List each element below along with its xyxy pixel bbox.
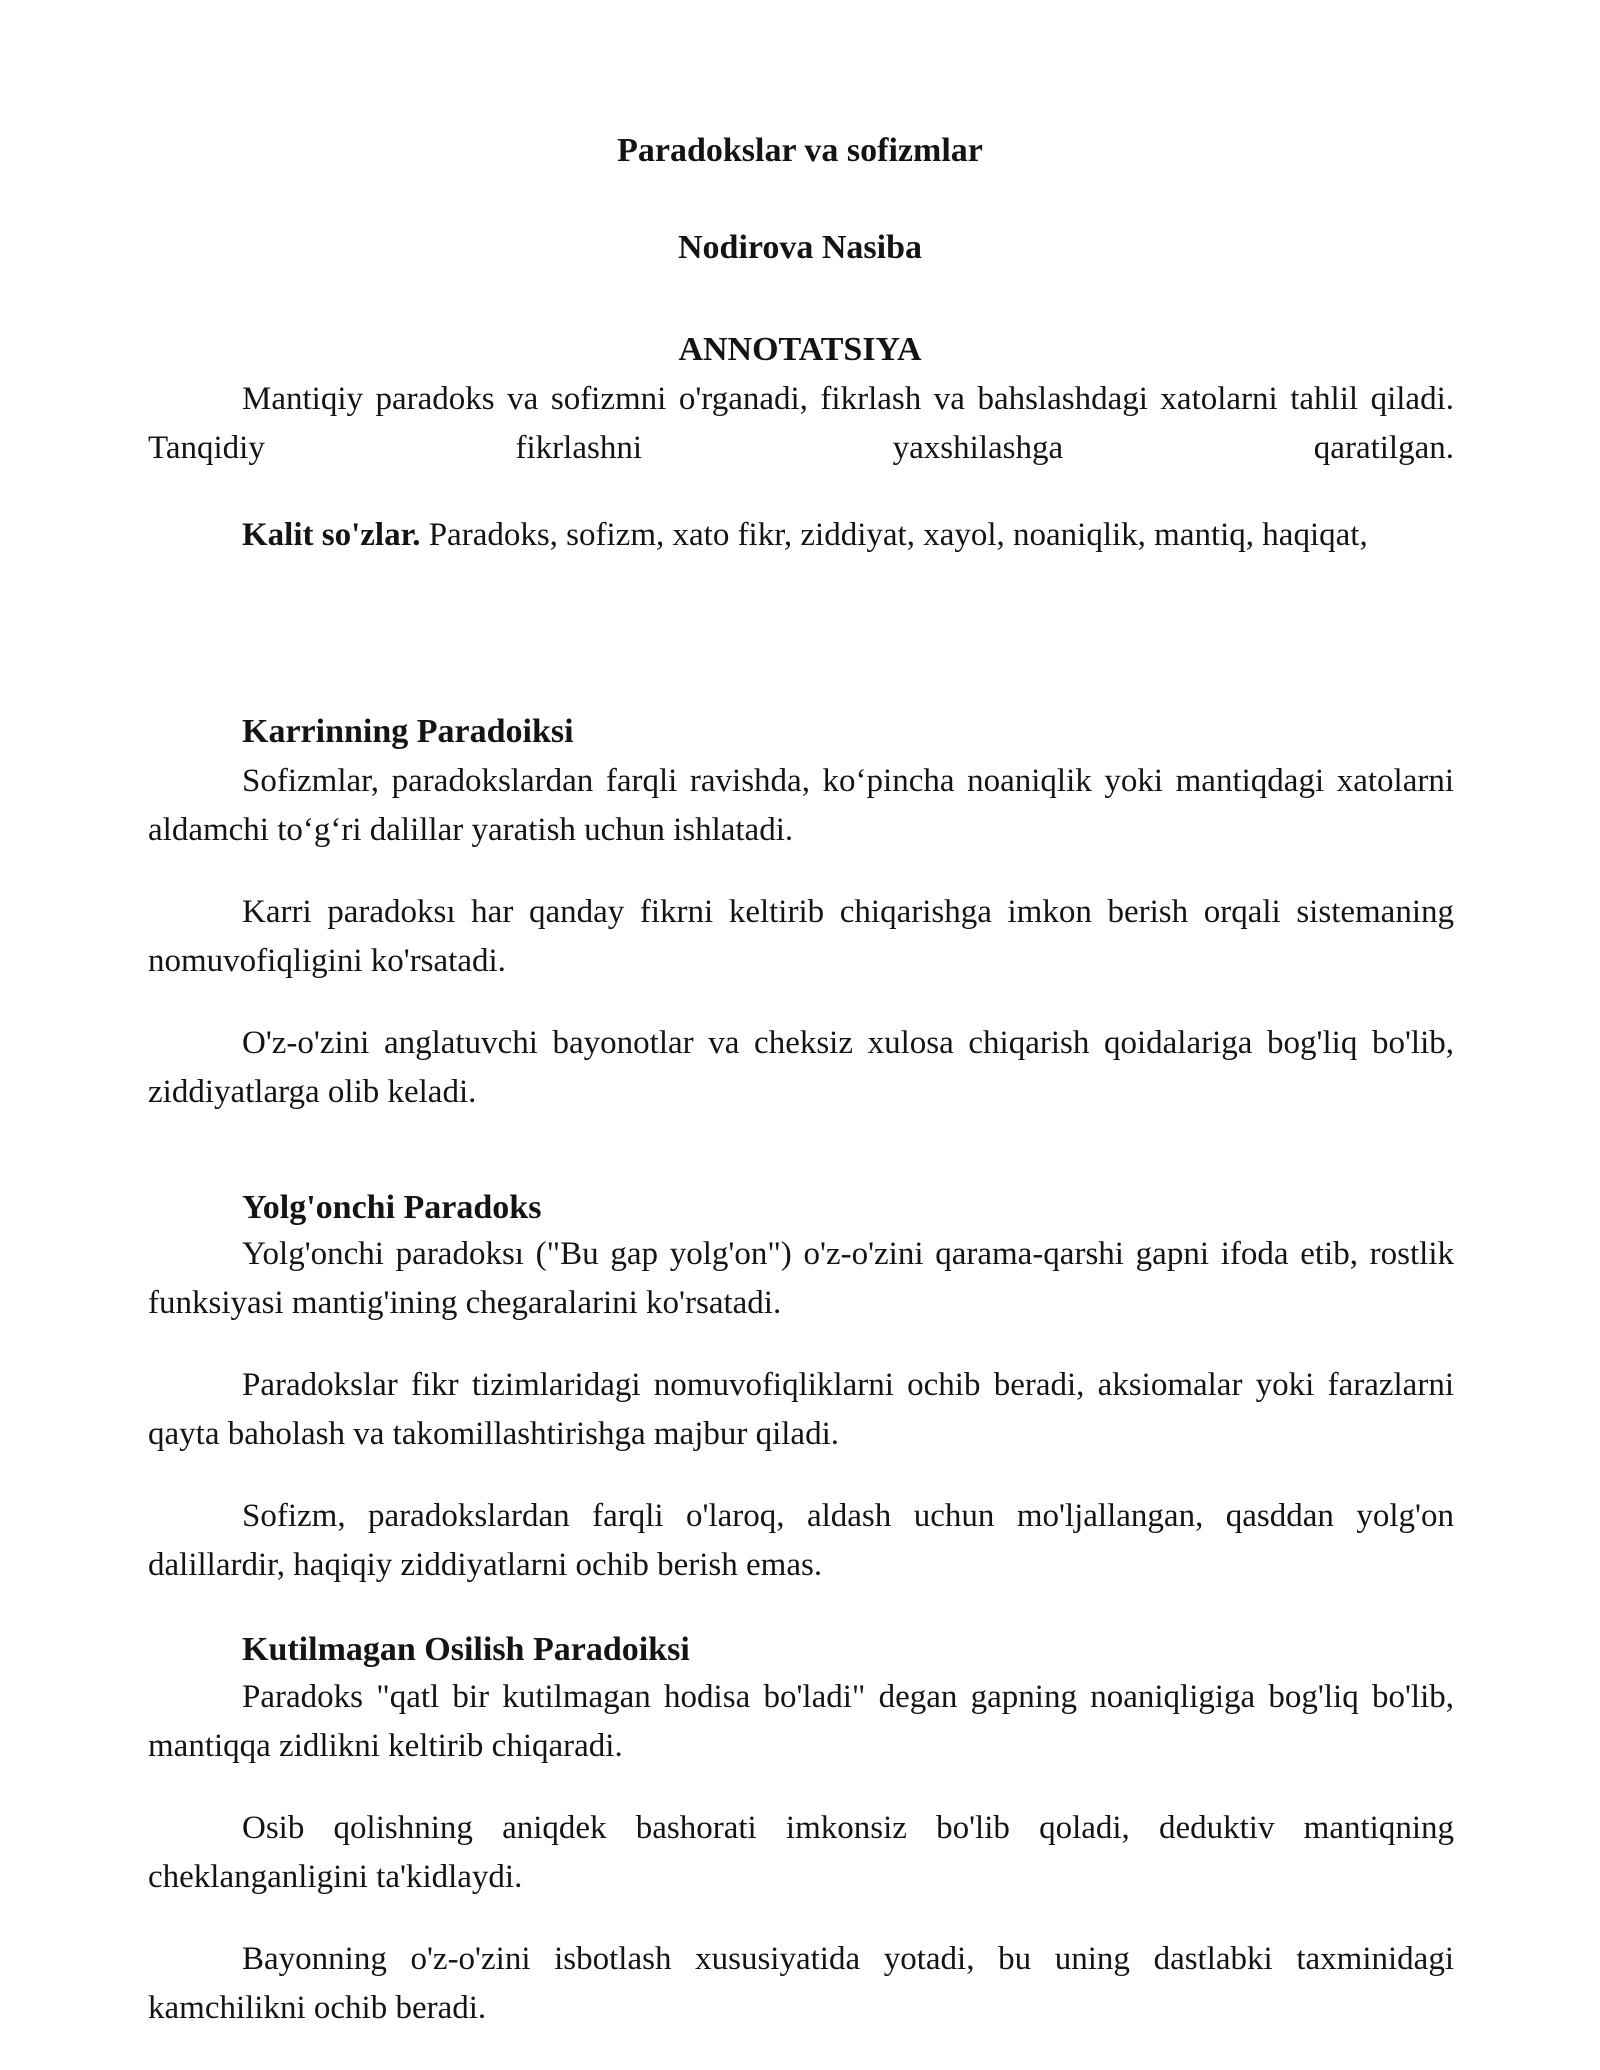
section-paragraph: Osib qolishning aniqdek bashorati imkonsiz bo'lib qoladi, deduktiv mantiqning cheklanganligini ta'kidlaydi. <box>148 1810 1454 1895</box>
section-heading: Karrinning Paradoiksi <box>242 713 574 750</box>
section-paragraph: Sofizm, paradokslardan farqli o'laroq, aldash uchun mo'ljallangan, qasddan yolg'on dalillardir, haqiqiy ziddiyatlarni ochib berish emas. <box>148 1498 1454 1583</box>
section-paragraph: Paradoks "qatl bir kutilmagan hodisa bo'ladi" degan gapning noaniqligiga bog'liq bo'lib, mantiqqa zidlikni keltirib chiqaradi. <box>148 1679 1454 1764</box>
annotation-text-line1: Mantiqiy paradoks va sofizmni o'rganadi, fikrlash va bahslashdagi xatolarni tahlil qiladi. <box>242 381 1454 417</box>
section-paragraph: O'z-o'zini anglatuvchi bayonotlar va cheksiz xulosa chiqarish qoidalariga bog'liq bo'lib, ziddiyatlarga olib keladi. <box>148 1025 1454 1110</box>
keywords-text: Paradoks, sofizm, xato fikr, ziddiyat, xayol, noaniqlik, mantiq, haqiqat, <box>420 517 1368 553</box>
annotation-text-line2: Tanqidiy fikrlashni yaxshilashga qaratilgan. <box>148 430 1454 466</box>
section-heading: Kutilmagan Osilish Paradoiksi <box>242 1631 690 1668</box>
keywords-label: Kalit so'zlar. <box>242 517 421 553</box>
author-name: Nodirova Nasiba <box>677 229 923 266</box>
annotation-text <box>148 375 1454 473</box>
section-paragraph: Karri paradoksı har qanday fikrni keltirib chiqarishga imkon berish orqali sistemaning nomuvofiqligini ko'rsatadi. <box>148 894 1454 979</box>
document-title: Paradokslar va sofizmlar <box>617 132 983 169</box>
section-paragraph: Paradokslar fikr tizimlaridagi nomuvofiqliklarni ochib beradi, aksiomalar yoki farazlarni qayta baholash va takomillashtirishga majbur qiladi. <box>148 1367 1454 1452</box>
keywords-paragraph <box>148 511 1454 560</box>
annotation-heading: ANNOTATSIYA <box>678 331 922 368</box>
section-paragraph: Sofizmlar, paradokslardan farqli ravishda, ko‘pincha noaniqlik yoki mantiqdagi xatolarni aldamchi to‘g‘ri dalillar yaratish uchun ishlatadi. <box>148 763 1454 848</box>
section-heading: Yolg'onchi Paradoks <box>242 1189 542 1226</box>
section-paragraph: Bayonning o'z-o'zini isbotlash xususiyatida yotadi, bu uning dastlabki taxminidagi kamchilikni ochib beradi. <box>148 1941 1454 2026</box>
section-paragraph: Yolg'onchi paradoksı ("Bu gap yolg'on") o'z-o'zini qarama-qarshi gapni ifoda etib, rostlik funksiyasi mantig'ining chegaralarini ko'rsatadi. <box>148 1236 1454 1321</box>
